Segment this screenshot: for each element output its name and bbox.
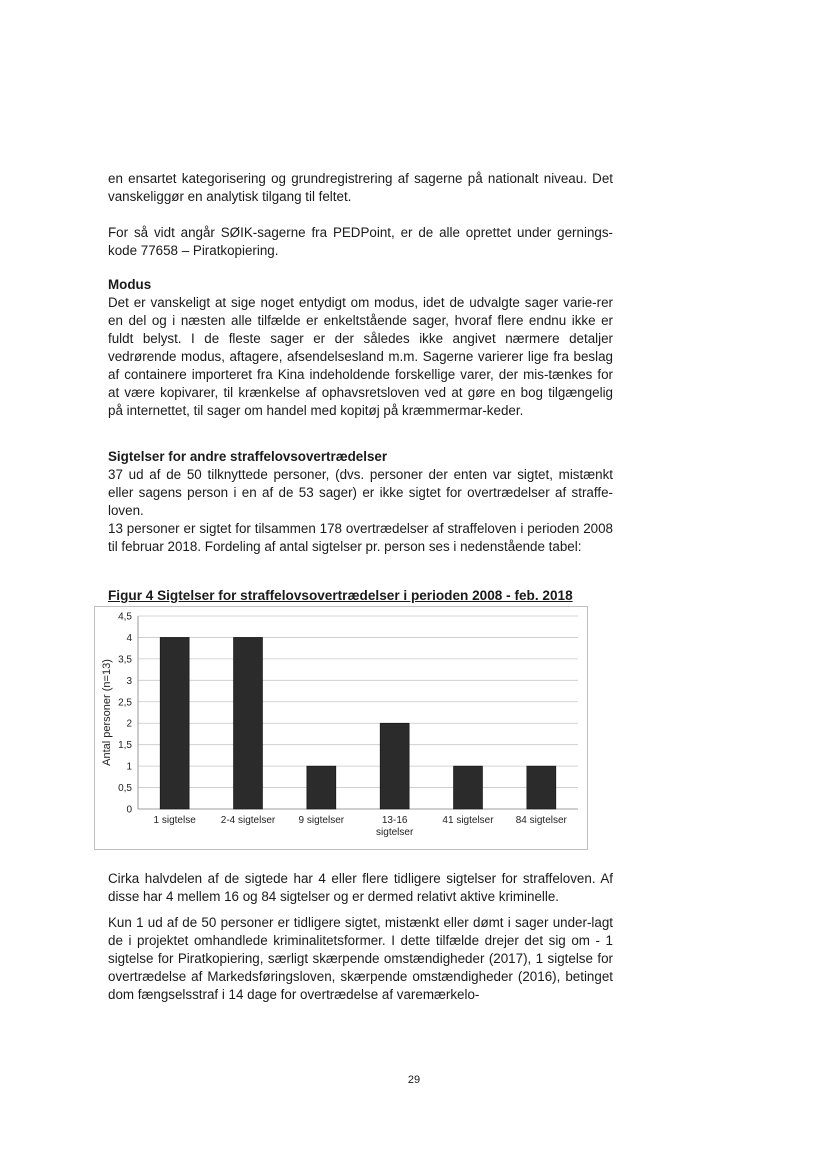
y-tick-label: 1,5 (118, 740, 132, 752)
bar-5 (454, 766, 483, 809)
y-tick-label: 4,5 (118, 611, 132, 623)
x-tick-label: 9 sigtelser (298, 815, 345, 826)
x-tick-label: 41 sigtelser (442, 815, 494, 826)
chart-svg (94, 606, 588, 850)
y-tick-label: 4 (126, 632, 132, 644)
section-heading: Modus (108, 277, 152, 292)
bar-chart (94, 606, 588, 850)
bar-4 (380, 723, 409, 809)
paragraph-soik (108, 224, 613, 260)
paragraph-after-2 (108, 914, 613, 1004)
y-axis-label: Antal personer (n=13) (101, 659, 113, 766)
paragraph-intro (108, 170, 613, 206)
section-modus (108, 276, 613, 420)
x-tick-label: 84 sigtelser (515, 815, 567, 826)
y-tick-label: 0 (126, 804, 132, 816)
paragraph-text: For så vidt angår SØIK-sagerne fra PEDPoint, er de alle oprettet under gernings-kode 77658 – Piratkopiering. (108, 225, 613, 258)
x-tick-label: sigtelser (376, 827, 414, 838)
y-tick-label: 3,5 (118, 654, 132, 666)
paragraph-text: 37 ud af de 50 tilknyttede personer, (dvs. personer der enten var sigtet, mistænkt eller sagens person i en af de 53 sager) er ikke sigtet for overtrædelser af straffe-loven. (108, 467, 613, 518)
paragraph-text: Cirka halvdelen af de sigtede har 4 eller flere tidligere sigtelser for straffeloven. Af disse har 4 mellem 16 og 84 sigtelser og er dermed relativt aktive kriminelle. (108, 871, 613, 904)
section-sigtelser (108, 448, 613, 556)
y-tick-label: 2,5 (118, 697, 132, 709)
x-tick-label: 2-4 sigtelser (220, 815, 276, 826)
bar-1 (160, 637, 189, 809)
section-heading: Sigtelser for andre straffelovsovertrædelser (108, 449, 388, 464)
y-tick-label: 2 (126, 718, 132, 730)
paragraph-text: Det er vanskeligt at sige noget entydigt om modus, idet de udvalgte sager varie-rer en del og i næsten alle tilfælde er enkeltstående sager, hvoraf flere endnu ikke er fuldt belyst. I de fleste sager er der således ikke angivet nærmere detaljer vedrørende modus, aftagere, afsendelsesland m.m. Sagerne varierer lige fra beslag af containere importeret fra Kina indeholdende forskellige varer, der mis-tænkes for at være kopivarer, til krænkelse af ophavsretsloven ved at gøre en bog tilgængelig på internettet, til sager om handel med kopitøj på kræmmermar-keder. (108, 295, 613, 418)
bar-6 (527, 766, 556, 809)
paragraph-text: Kun 1 ud af de 50 personer er tidligere sigtet, mistænkt eller dømt i sager under-lagt de i projektet omhandlede kriminalitetsformer. I dette tilfælde drejer det sig om - 1 sigtelse for Piratkopiering, særligt skærpende omstændigheder (2017), 1 sigtelse for overtrædelse af Markedsføringsloven, skærpende omstændigheder (2016), betinget dom fængselsstraf i 14 dage for overtrædelse af varemærkelo- (108, 915, 613, 1002)
bar-3 (307, 766, 336, 809)
y-tick-label: 0,5 (118, 783, 132, 795)
paragraph-text: 13 personer er sigtet for tilsammen 178 overtrædelser af straffeloven i perioden 2008 til februar 2018. Fordeling af antal sigtelser pr. person ses i nedenstående tabel: (108, 521, 613, 554)
x-tick-label: 13-16 (381, 815, 408, 826)
paragraph-text: en ensartet kategorisering og grundregistrering af sagerne på nationalt niveau. Det vanskeliggør en analytisk tilgang til feltet. (108, 171, 613, 204)
page-number: 29 (407, 1074, 421, 1086)
y-tick-label: 1 (126, 761, 132, 773)
bar-2 (234, 637, 263, 809)
paragraph-after-1 (108, 870, 613, 906)
x-tick-label: 1 sigtelse (153, 815, 196, 826)
y-tick-label: 3 (126, 675, 132, 687)
figure-title: Figur 4 Sigtelser for straffelovsovertrædelser i perioden 2008 - feb. 2018 (108, 588, 573, 603)
